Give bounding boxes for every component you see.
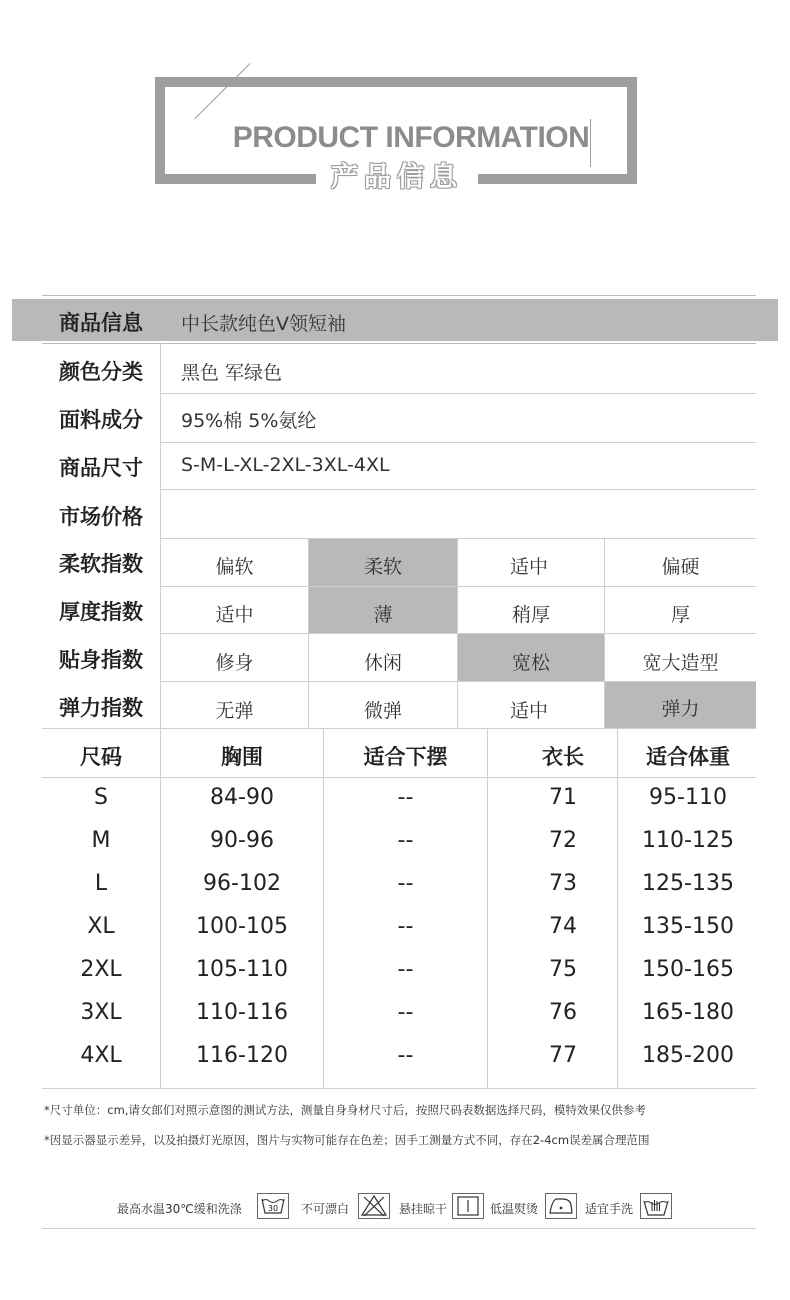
bust-cell: 116-120: [196, 1043, 288, 1068]
banner-title-cn: 产品信息: [316, 158, 478, 198]
size-cell: S: [94, 785, 108, 810]
divider: [42, 1228, 756, 1229]
length-cell: 72: [549, 828, 577, 853]
care-bleach-label: 不可漂白: [301, 1202, 350, 1216]
length-cell: 73: [549, 871, 577, 896]
bust-cell: 100-105: [196, 914, 288, 939]
size-cell: 2XL: [80, 957, 122, 982]
hang-dry-icon: [452, 1193, 484, 1219]
hem-cell: --: [397, 785, 414, 810]
product-name-label: 商品信息: [59, 311, 143, 335]
fit-option: 修身: [215, 652, 254, 674]
hand-wash-icon: [640, 1193, 672, 1219]
size-table-column-divider: [487, 728, 488, 1088]
size-cell: XL: [87, 914, 115, 939]
thickness-option: 厚: [670, 604, 690, 626]
bust-cell: 110-116: [196, 1000, 288, 1025]
fabric-label: 面料成分: [59, 408, 143, 432]
stretch-option: 适中: [509, 700, 548, 722]
care-dry-label: 悬挂晾干: [399, 1202, 448, 1216]
weight-cell: 185-200: [642, 1043, 734, 1068]
low-iron-icon: [545, 1193, 577, 1219]
thickness-index-label: 厚度指数: [59, 600, 143, 624]
divider: [42, 777, 756, 778]
size-range-label: 商品尺寸: [59, 456, 143, 480]
hem-cell: --: [397, 871, 414, 896]
fit-option-selected: 宽松: [511, 652, 550, 674]
bust-cell: 90-96: [210, 828, 274, 853]
size-cell: 3XL: [80, 1000, 122, 1025]
size-table-header: 适合体重: [646, 745, 730, 769]
divider: [160, 489, 756, 490]
thickness-option-selected: 薄: [373, 604, 393, 626]
fit-option: 休闲: [363, 652, 402, 674]
divider: [160, 681, 756, 682]
fit-index-label: 贴身指数: [59, 648, 143, 672]
softness-option: 偏硬: [661, 556, 700, 578]
price-label: 市场价格: [59, 505, 143, 529]
divider: [160, 538, 756, 539]
stretch-option: 无弹: [215, 700, 254, 722]
banner-slash-decoration: [195, 63, 251, 119]
length-cell: 75: [549, 957, 577, 982]
divider: [160, 633, 756, 634]
weight-cell: 95-110: [649, 785, 727, 810]
no-bleach-icon: [358, 1193, 390, 1219]
hem-cell: --: [397, 1043, 414, 1068]
stretch-index-label: 弹力指数: [59, 696, 143, 720]
banner-title-en: PRODUCT INFORMATION: [232, 121, 590, 154]
bust-cell: 84-90: [210, 785, 274, 810]
weight-cell: 165-180: [642, 1000, 734, 1025]
hem-cell: --: [397, 828, 414, 853]
softness-index-label: 柔软指数: [59, 552, 143, 576]
divider: [42, 343, 756, 344]
measurement-note: *尺寸单位：cm,请女郎们对照示意图的测试方法，测量自身身材尺寸后，按照尺码表数据选择尺码，模特效果仅供参考: [44, 1103, 646, 1117]
divider: [160, 442, 756, 443]
divider: [42, 728, 756, 729]
size-cell: M: [91, 828, 111, 853]
bust-cell: 96-102: [203, 871, 281, 896]
care-iron-label: 低温熨烫: [490, 1202, 539, 1216]
divider: [42, 295, 756, 296]
care-handwash-label: 适宜手洗: [585, 1202, 634, 1216]
size-cell: L: [94, 871, 108, 896]
softness-option-selected: 柔软: [363, 556, 402, 578]
size-table-header: 适合下摆: [363, 745, 448, 769]
softness-option: 偏软: [215, 556, 254, 578]
bust-cell: 105-110: [196, 957, 288, 982]
wash-temperature-text: 30: [267, 1204, 279, 1213]
length-cell: 74: [549, 914, 577, 939]
stretch-option-selected: 弹力: [661, 698, 700, 720]
divider: [160, 586, 756, 587]
length-cell: 77: [549, 1043, 577, 1068]
size-table-header: 胸围: [221, 745, 263, 769]
care-wash-label: 最高水温30℃缓和洗涤: [117, 1202, 242, 1216]
size-table-header: 尺码: [80, 745, 122, 769]
size-range-value: S-M-L-XL-2XL-3XL-4XL: [181, 454, 390, 476]
size-table-column-divider: [160, 728, 161, 1088]
fit-option: 宽大造型: [642, 652, 719, 674]
hem-cell: --: [397, 957, 414, 982]
thickness-option: 稍厚: [511, 604, 550, 626]
weight-cell: 110-125: [642, 828, 734, 853]
weight-cell: 135-150: [642, 914, 734, 939]
size-cell: 4XL: [80, 1043, 122, 1068]
thickness-option: 适中: [215, 604, 254, 626]
hem-cell: --: [397, 914, 414, 939]
size-table-column-divider: [323, 728, 324, 1088]
color-label: 颜色分类: [59, 360, 143, 384]
wash-30-icon: [257, 1193, 289, 1219]
divider: [42, 1088, 756, 1089]
fabric-value: 95%棉 5%氨纶: [181, 410, 317, 432]
color-difference-note: *因显示器显示差异，以及拍摄灯光原因，图片与实物可能存在色差；因手工测量方式不同，存在2-4cm误差属合理范围: [44, 1133, 650, 1147]
softness-option: 适中: [509, 556, 548, 578]
color-value: 黑色 军绿色: [181, 362, 283, 384]
weight-cell: 150-165: [642, 957, 734, 982]
divider: [160, 393, 756, 394]
weight-cell: 125-135: [642, 871, 734, 896]
hem-cell: --: [397, 1000, 414, 1025]
stretch-option: 微弹: [363, 700, 402, 722]
length-cell: 71: [549, 785, 577, 810]
length-cell: 76: [549, 1000, 577, 1025]
size-table-header: 衣长: [542, 745, 584, 769]
size-table-column-divider: [617, 728, 618, 1088]
product-name-value: 中长款纯色V领短袖: [181, 313, 346, 335]
